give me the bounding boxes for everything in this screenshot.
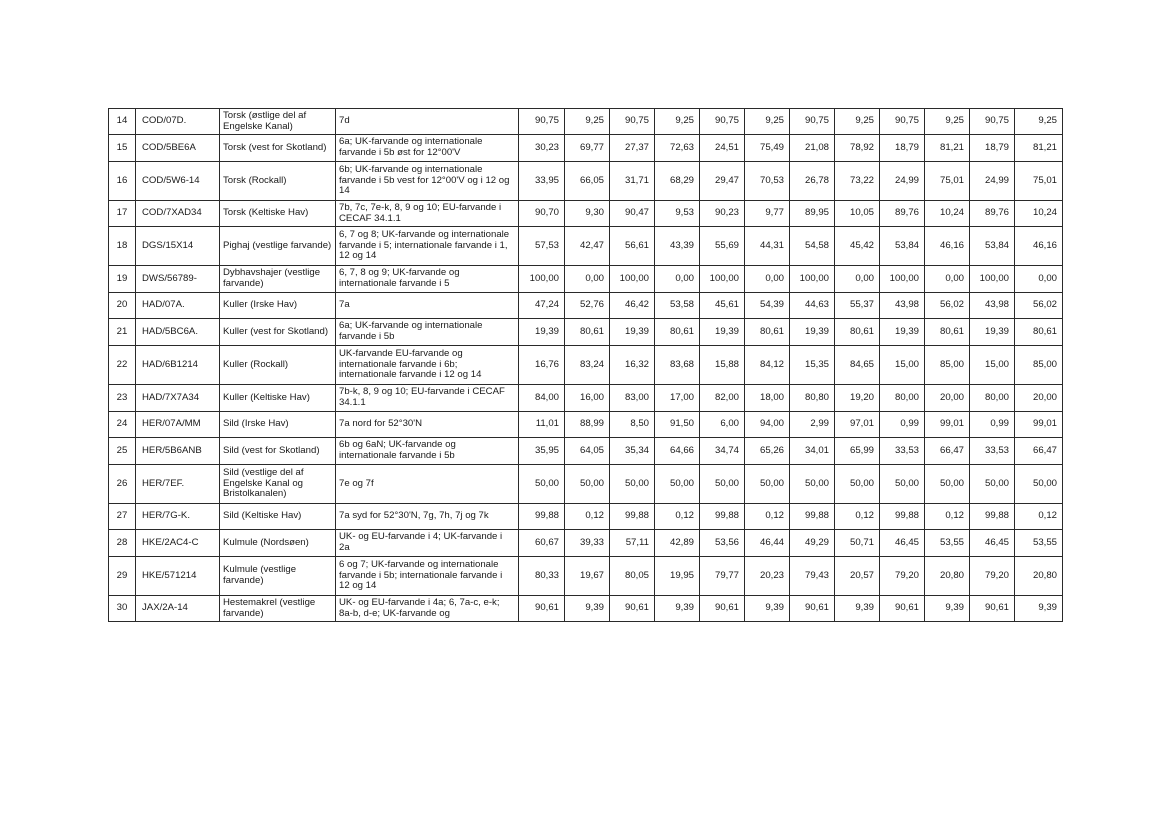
share-value-cell: 50,00 [745,465,790,504]
share-value-cell: 90,75 [880,109,925,135]
share-value-cell: 90,75 [610,109,655,135]
share-value-cell: 50,00 [519,465,565,504]
share-value-cell: 16,76 [519,346,565,385]
stock-code-cell: JAX/2A-14 [136,596,220,622]
share-value-cell: 39,33 [565,530,610,557]
share-value-cell: 9,39 [565,596,610,622]
species-name-cell: Torsk (Keltiske Hav) [220,201,336,227]
share-value-cell: 66,05 [565,162,610,201]
share-value-cell: 90,61 [700,596,745,622]
share-value-cell: 90,75 [790,109,835,135]
table-row [109,227,1063,266]
share-value-cell: 0,00 [835,266,880,293]
share-value-cell: 81,21 [925,135,970,162]
share-value-cell: 90,47 [610,201,655,227]
share-value-cell: 90,70 [519,201,565,227]
share-value-cell: 90,61 [519,596,565,622]
share-value-cell: 0,12 [655,504,700,530]
area-cell: 7b-k, 8, 9 og 10; EU-farvande i CECAF 34.1.1 [336,385,519,412]
share-value-cell: 24,99 [880,162,925,201]
share-value-cell: 90,61 [880,596,925,622]
share-value-cell: 24,99 [970,162,1015,201]
species-name-cell: Kuller (Keltiske Hav) [220,385,336,412]
share-value-cell: 10,24 [925,201,970,227]
share-value-cell: 99,88 [519,504,565,530]
share-value-cell: 80,00 [970,385,1015,412]
area-cell: 7d [336,109,519,135]
share-value-cell: 30,23 [519,135,565,162]
share-value-cell: 9,25 [925,109,970,135]
share-value-cell: 16,32 [610,346,655,385]
share-value-cell: 89,76 [970,201,1015,227]
share-value-cell: 10,24 [1015,201,1063,227]
share-value-cell: 53,55 [1015,530,1063,557]
share-value-cell: 0,12 [745,504,790,530]
share-value-cell: 20,80 [1015,557,1063,596]
share-value-cell: 88,99 [565,412,610,438]
row-number-cell: 18 [109,227,136,266]
stock-code-cell: HER/7EF. [136,465,220,504]
share-value-cell: 20,00 [925,385,970,412]
share-value-cell: 69,77 [565,135,610,162]
share-value-cell: 20,23 [745,557,790,596]
species-name-cell: Sild (Irske Hav) [220,412,336,438]
table-row [109,465,1063,504]
stock-code-cell: DGS/15X14 [136,227,220,266]
stock-code-cell: DWS/56789- [136,266,220,293]
species-name-cell: Kulmule (Nordsøen) [220,530,336,557]
share-value-cell: 100,00 [519,266,565,293]
share-value-cell: 21,08 [790,135,835,162]
table-body [109,109,1063,622]
share-value-cell: 9,39 [1015,596,1063,622]
share-value-cell: 73,22 [835,162,880,201]
share-value-cell: 46,42 [610,293,655,319]
stock-code-cell: HER/5B6ANB [136,438,220,465]
quota-share-table [108,108,1063,622]
share-value-cell: 50,00 [925,465,970,504]
species-name-cell: Torsk (Rockall) [220,162,336,201]
share-value-cell: 0,12 [835,504,880,530]
share-value-cell: 46,45 [880,530,925,557]
table-row [109,530,1063,557]
share-value-cell: 80,00 [880,385,925,412]
table-row [109,596,1063,622]
share-value-cell: 90,75 [519,109,565,135]
table-row [109,201,1063,227]
share-value-cell: 90,61 [790,596,835,622]
share-value-cell: 50,00 [1015,465,1063,504]
share-value-cell: 83,68 [655,346,700,385]
share-value-cell: 6,00 [700,412,745,438]
table-row [109,412,1063,438]
area-cell: UK-farvande EU-farvande og internationale farvande i 6b; internationale farvande i 12 og 14 [336,346,519,385]
share-value-cell: 60,67 [519,530,565,557]
table-row [109,293,1063,319]
share-value-cell: 19,39 [970,319,1015,346]
share-value-cell: 99,88 [790,504,835,530]
stock-code-cell: HKE/2AC4-C [136,530,220,557]
share-value-cell: 100,00 [610,266,655,293]
share-value-cell: 0,00 [925,266,970,293]
share-value-cell: 100,00 [700,266,745,293]
table-row [109,438,1063,465]
stock-code-cell: HAD/07A. [136,293,220,319]
share-value-cell: 44,31 [745,227,790,266]
share-value-cell: 15,00 [880,346,925,385]
share-value-cell: 85,00 [1015,346,1063,385]
share-value-cell: 29,47 [700,162,745,201]
share-value-cell: 17,00 [655,385,700,412]
share-value-cell: 75,01 [925,162,970,201]
share-value-cell: 33,53 [880,438,925,465]
share-value-cell: 79,20 [970,557,1015,596]
share-value-cell: 16,00 [565,385,610,412]
table-row [109,504,1063,530]
share-value-cell: 81,21 [1015,135,1063,162]
share-value-cell: 0,12 [925,504,970,530]
share-value-cell: 11,01 [519,412,565,438]
share-value-cell: 9,30 [565,201,610,227]
share-value-cell: 46,16 [1015,227,1063,266]
stock-code-cell: HAD/5BC6A. [136,319,220,346]
species-name-cell: Kuller (Rockall) [220,346,336,385]
share-value-cell: 90,61 [610,596,655,622]
area-cell: 6a; UK-farvande og internationale farvande i 5b [336,319,519,346]
area-cell: UK- og EU-farvande i 4a; 6, 7a-c, e-k; 8a-b, d-e; UK-farvande og [336,596,519,622]
share-value-cell: 0,00 [655,266,700,293]
area-cell: 6b og 6aN; UK-farvande og internationale farvande i 5b [336,438,519,465]
share-value-cell: 19,39 [790,319,835,346]
share-value-cell: 0,00 [745,266,790,293]
share-value-cell: 50,00 [700,465,745,504]
share-value-cell: 75,01 [1015,162,1063,201]
share-value-cell: 90,61 [970,596,1015,622]
share-value-cell: 9,39 [925,596,970,622]
share-value-cell: 99,01 [925,412,970,438]
share-value-cell: 80,61 [1015,319,1063,346]
table-row [109,385,1063,412]
share-value-cell: 20,57 [835,557,880,596]
area-cell: 7a [336,293,519,319]
stock-code-cell: HAD/7X7A34 [136,385,220,412]
share-value-cell: 46,45 [970,530,1015,557]
share-value-cell: 80,80 [790,385,835,412]
share-value-cell: 49,29 [790,530,835,557]
share-value-cell: 33,95 [519,162,565,201]
share-value-cell: 46,44 [745,530,790,557]
share-value-cell: 9,25 [1015,109,1063,135]
stock-code-cell: HER/07A/MM [136,412,220,438]
stock-code-cell: COD/07D. [136,109,220,135]
share-value-cell: 19,95 [655,557,700,596]
species-name-cell: Kuller (Irske Hav) [220,293,336,319]
species-name-cell: Sild (Keltiske Hav) [220,504,336,530]
species-name-cell: Kulmule (vestlige farvande) [220,557,336,596]
share-value-cell: 80,61 [925,319,970,346]
share-value-cell: 64,66 [655,438,700,465]
share-value-cell: 99,88 [970,504,1015,530]
table-row [109,135,1063,162]
row-number-cell: 26 [109,465,136,504]
species-name-cell: Kuller (vest for Skotland) [220,319,336,346]
share-value-cell: 45,42 [835,227,880,266]
stock-code-cell: HER/7G-K. [136,504,220,530]
share-value-cell: 18,00 [745,385,790,412]
share-value-cell: 80,05 [610,557,655,596]
share-value-cell: 53,56 [700,530,745,557]
row-number-cell: 15 [109,135,136,162]
share-value-cell: 100,00 [790,266,835,293]
share-value-cell: 99,88 [700,504,745,530]
share-value-cell: 54,58 [790,227,835,266]
table-row [109,266,1063,293]
species-name-cell: Sild (vestlige del af Engelske Kanal og Bristolkanalen) [220,465,336,504]
share-value-cell: 9,39 [745,596,790,622]
area-cell: 6a; UK-farvande og internationale farvande i 5b øst for 12°00'V [336,135,519,162]
row-number-cell: 17 [109,201,136,227]
share-value-cell: 26,78 [790,162,835,201]
row-number-cell: 19 [109,266,136,293]
share-value-cell: 53,84 [880,227,925,266]
share-value-cell: 68,29 [655,162,700,201]
share-value-cell: 24,51 [700,135,745,162]
share-value-cell: 34,74 [700,438,745,465]
area-cell: UK- og EU-farvande i 4; UK-farvande i 2a [336,530,519,557]
stock-code-cell: COD/5BE6A [136,135,220,162]
share-value-cell: 19,39 [880,319,925,346]
share-value-cell: 80,61 [565,319,610,346]
share-value-cell: 56,61 [610,227,655,266]
share-value-cell: 15,88 [700,346,745,385]
share-value-cell: 65,26 [745,438,790,465]
share-value-cell: 56,02 [925,293,970,319]
share-value-cell: 50,00 [655,465,700,504]
area-cell: 7a syd for 52°30'N, 7g, 7h, 7j og 7k [336,504,519,530]
share-value-cell: 31,71 [610,162,655,201]
stock-code-cell: HAD/6B1214 [136,346,220,385]
share-value-cell: 0,00 [565,266,610,293]
share-value-cell: 85,00 [925,346,970,385]
share-value-cell: 9,25 [565,109,610,135]
row-number-cell: 29 [109,557,136,596]
share-value-cell: 84,12 [745,346,790,385]
row-number-cell: 22 [109,346,136,385]
species-name-cell: Hestemakrel (vestlige farvande) [220,596,336,622]
species-name-cell: Torsk (vest for Skotland) [220,135,336,162]
area-cell: 7e og 7f [336,465,519,504]
share-value-cell: 45,61 [700,293,745,319]
share-value-cell: 42,47 [565,227,610,266]
share-value-cell: 100,00 [880,266,925,293]
share-value-cell: 10,05 [835,201,880,227]
share-value-cell: 50,00 [970,465,1015,504]
share-value-cell: 56,02 [1015,293,1063,319]
share-value-cell: 43,39 [655,227,700,266]
share-value-cell: 99,88 [880,504,925,530]
share-value-cell: 9,39 [655,596,700,622]
species-name-cell: Sild (vest for Skotland) [220,438,336,465]
share-value-cell: 19,39 [610,319,655,346]
table-row [109,557,1063,596]
share-value-cell: 80,61 [835,319,880,346]
species-name-cell: Pighaj (vestlige farvande) [220,227,336,266]
share-value-cell: 0,12 [565,504,610,530]
share-value-cell: 50,00 [880,465,925,504]
area-cell: 6, 7, 8 og 9; UK-farvande og internationale farvande i 5 [336,266,519,293]
share-value-cell: 99,88 [610,504,655,530]
area-cell: 7a nord for 52°30'N [336,412,519,438]
share-value-cell: 83,00 [610,385,655,412]
share-value-cell: 50,71 [835,530,880,557]
share-value-cell: 52,76 [565,293,610,319]
table-row [109,162,1063,201]
share-value-cell: 64,05 [565,438,610,465]
share-value-cell: 89,76 [880,201,925,227]
share-value-cell: 50,00 [565,465,610,504]
share-value-cell: 80,61 [655,319,700,346]
share-value-cell: 84,65 [835,346,880,385]
share-value-cell: 50,00 [835,465,880,504]
row-number-cell: 30 [109,596,136,622]
share-value-cell: 65,99 [835,438,880,465]
share-value-cell: 47,24 [519,293,565,319]
table-row [109,319,1063,346]
share-value-cell: 89,95 [790,201,835,227]
share-value-cell: 33,53 [970,438,1015,465]
share-value-cell: 2,99 [790,412,835,438]
share-value-cell: 50,00 [610,465,655,504]
share-value-cell: 43,98 [970,293,1015,319]
area-cell: 6 og 7; UK-farvande og internationale farvande i 5b; internationale farvande i 12 og 14 [336,557,519,596]
share-value-cell: 19,67 [565,557,610,596]
share-value-cell: 46,16 [925,227,970,266]
share-value-cell: 19,39 [700,319,745,346]
area-cell: 7b, 7c, 7e-k, 8, 9 og 10; EU-farvande i CECAF 34.1.1 [336,201,519,227]
share-value-cell: 9,25 [655,109,700,135]
share-value-cell: 72,63 [655,135,700,162]
row-number-cell: 16 [109,162,136,201]
share-value-cell: 79,20 [880,557,925,596]
share-value-cell: 78,92 [835,135,880,162]
share-value-cell: 19,39 [519,319,565,346]
share-value-cell: 44,63 [790,293,835,319]
share-value-cell: 66,47 [1015,438,1063,465]
share-value-cell: 35,34 [610,438,655,465]
share-value-cell: 90,75 [700,109,745,135]
stock-code-cell: HKE/571214 [136,557,220,596]
share-value-cell: 90,75 [970,109,1015,135]
row-number-cell: 21 [109,319,136,346]
share-value-cell: 9,53 [655,201,700,227]
share-value-cell: 15,00 [970,346,1015,385]
share-value-cell: 0,00 [1015,266,1063,293]
share-value-cell: 75,49 [745,135,790,162]
share-value-cell: 0,99 [970,412,1015,438]
share-value-cell: 35,95 [519,438,565,465]
share-value-cell: 91,50 [655,412,700,438]
share-value-cell: 27,37 [610,135,655,162]
share-value-cell: 55,69 [700,227,745,266]
share-value-cell: 83,24 [565,346,610,385]
share-value-cell: 43,98 [880,293,925,319]
row-number-cell: 20 [109,293,136,319]
share-value-cell: 70,53 [745,162,790,201]
share-value-cell: 9,77 [745,201,790,227]
row-number-cell: 23 [109,385,136,412]
row-number-cell: 14 [109,109,136,135]
share-value-cell: 82,00 [700,385,745,412]
share-value-cell: 9,39 [835,596,880,622]
share-value-cell: 20,00 [1015,385,1063,412]
stock-code-cell: COD/7XAD34 [136,201,220,227]
share-value-cell: 79,43 [790,557,835,596]
share-value-cell: 18,79 [970,135,1015,162]
species-name-cell: Dybhavshajer (vestlige farvande) [220,266,336,293]
share-value-cell: 9,25 [835,109,880,135]
share-value-cell: 9,25 [745,109,790,135]
share-value-cell: 15,35 [790,346,835,385]
table-row [109,346,1063,385]
share-value-cell: 18,79 [880,135,925,162]
share-value-cell: 57,11 [610,530,655,557]
row-number-cell: 27 [109,504,136,530]
share-value-cell: 53,84 [970,227,1015,266]
stock-code-cell: COD/5W6-14 [136,162,220,201]
area-cell: 6, 7 og 8; UK-farvande og internationale farvande i 5; internationale farvande i 1, 12 og 14 [336,227,519,266]
row-number-cell: 28 [109,530,136,557]
share-value-cell: 53,55 [925,530,970,557]
row-number-cell: 25 [109,438,136,465]
species-name-cell: Torsk (østlige del af Engelske Kanal) [220,109,336,135]
share-value-cell: 84,00 [519,385,565,412]
share-value-cell: 80,61 [745,319,790,346]
share-value-cell: 99,01 [1015,412,1063,438]
area-cell: 6b; UK-farvande og internationale farvande i 5b vest for 12°00'V og i 12 og 14 [336,162,519,201]
share-value-cell: 100,00 [970,266,1015,293]
share-value-cell: 42,89 [655,530,700,557]
share-value-cell: 53,58 [655,293,700,319]
share-value-cell: 80,33 [519,557,565,596]
share-value-cell: 20,80 [925,557,970,596]
share-value-cell: 50,00 [790,465,835,504]
share-value-cell: 8,50 [610,412,655,438]
share-value-cell: 94,00 [745,412,790,438]
table-row [109,109,1063,135]
share-value-cell: 55,37 [835,293,880,319]
row-number-cell: 24 [109,412,136,438]
share-value-cell: 54,39 [745,293,790,319]
share-value-cell: 90,23 [700,201,745,227]
share-value-cell: 66,47 [925,438,970,465]
share-value-cell: 97,01 [835,412,880,438]
share-value-cell: 19,20 [835,385,880,412]
share-value-cell: 57,53 [519,227,565,266]
share-value-cell: 0,12 [1015,504,1063,530]
share-value-cell: 0,99 [880,412,925,438]
share-value-cell: 79,77 [700,557,745,596]
share-value-cell: 34,01 [790,438,835,465]
